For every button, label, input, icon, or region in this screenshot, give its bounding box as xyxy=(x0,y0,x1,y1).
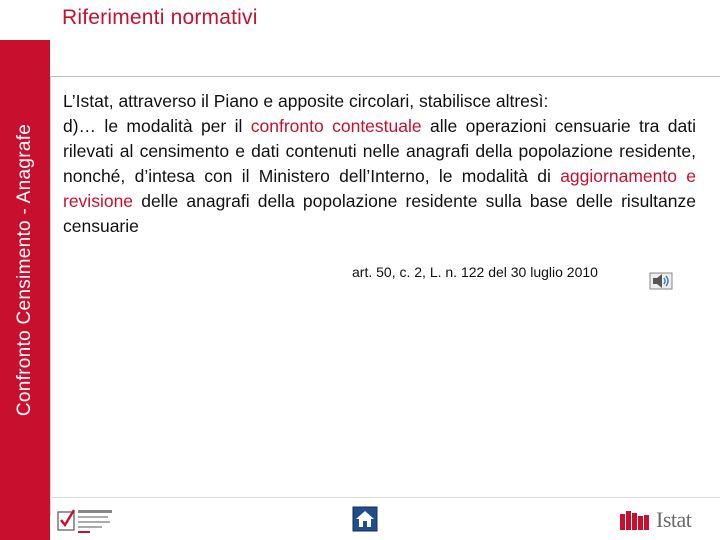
body-paragraph xyxy=(63,89,696,239)
sidebar-label: Confronto Censimento - Anagrafe xyxy=(14,123,35,417)
highlight-aggiornamento: aggiornamento e revisione xyxy=(63,166,696,211)
sidebar-top-gap xyxy=(0,0,50,40)
quote-text-1: d)… le modalità per il xyxy=(63,116,251,136)
left-divider xyxy=(50,76,51,516)
quote-text-3: delle anagrafi della popolazione residente sulla base delle risultanze censuarie xyxy=(63,191,696,236)
census-logo xyxy=(56,506,118,536)
bottom-divider xyxy=(50,497,720,498)
sidebar-band xyxy=(0,0,50,540)
body-intro-line: L’Istat, attraverso il Piano e apposite circolari, stabilisce altresì: xyxy=(63,91,549,111)
law-citation: art. 50, c. 2, L. n. 122 del 30 luglio 2010 xyxy=(352,264,598,280)
speaker-icon[interactable] xyxy=(649,270,673,290)
top-divider xyxy=(50,76,720,77)
quote-text-2: alle operazioni censuarie tra dati rilevati al censimento e dati contenuti nelle anagrafi della popolazione residente, nonché, d’intesa con il Ministero dell’Interno, le modalità di xyxy=(63,116,696,186)
home-icon[interactable] xyxy=(352,506,378,532)
highlight-confronto: confronto contestuale xyxy=(250,116,422,136)
slide-title: Riferimenti normativi xyxy=(62,6,258,29)
istat-wordmark: Istat xyxy=(656,507,692,532)
body-quote xyxy=(63,114,696,239)
